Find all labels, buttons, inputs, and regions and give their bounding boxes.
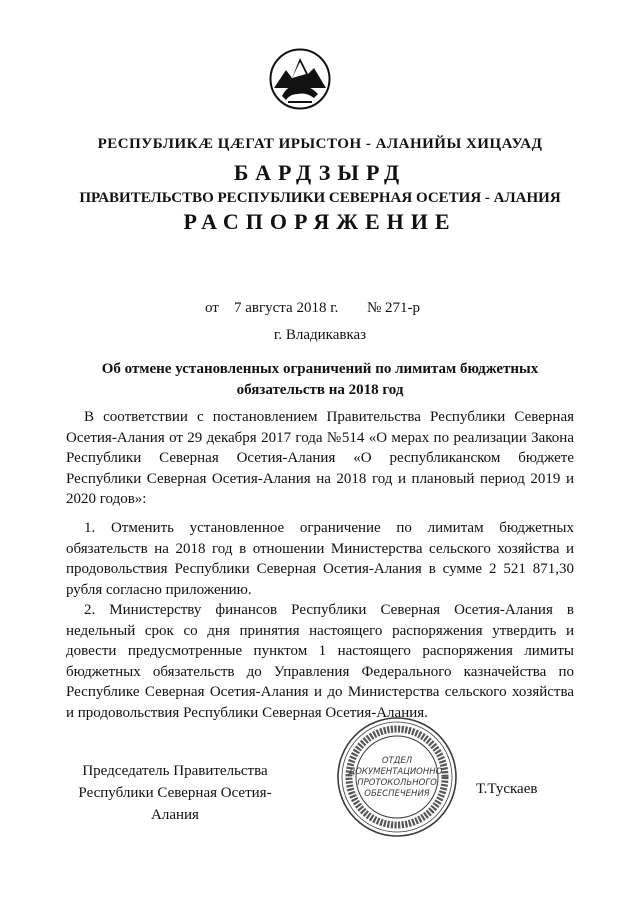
date-prefix: от bbox=[205, 300, 219, 316]
paragraph-item-1: 1. Отменить установленное ограничение по лимитам бюджетных обязательств на 2018 год в отношении Министерства сельского хозяйства и продовольствия Республики Северная Осетия-Алания в сумме 2 521 871,30 рубля согласно приложению. bbox=[66, 520, 574, 598]
seal-center-line-2: ДОКУМЕНТАЦИОННО- bbox=[348, 767, 446, 777]
header-ossetian-org: РЕСПУБЛИКӔ ЦӔГАТ ИРЫСТОН - АЛАНИЙЫ ХИЦАУАД bbox=[97, 136, 543, 152]
signatory-position-line-2: Республики Северная Осетия-Алания bbox=[78, 785, 272, 823]
document-date: 7 августа 2018 г. bbox=[234, 300, 339, 316]
title-line-1: Об отмене установленных ограничений по лимитам бюджетных bbox=[101, 361, 539, 377]
seal-center-line-1: ОТДЕЛ bbox=[381, 756, 413, 766]
seal-center-line-4: ОБЕСПЕЧЕНИЯ bbox=[364, 789, 430, 799]
paragraph-intro: В соответствии с постановлением Правительства Республики Северная Осетия-Алания от 29 декабря 2017 года №514 «О мерах по реализации Закона Республики Северная Осетия-Алания «О республиканском бюджете Республики Северная Осетия-Алания на 2018 год и плановый период 2019 и 2020 годов»: bbox=[66, 409, 574, 508]
header-russian-doc-type: РАСПОРЯЖЕНИЕ bbox=[183, 209, 457, 234]
official-seal-icon bbox=[336, 716, 458, 838]
signatory-position-line-1: Председатель Правительства bbox=[82, 763, 268, 779]
header-russian-org: ПРАВИТЕЛЬСТВО РЕСПУБЛИКИ СЕВЕРНАЯ ОСЕТИЯ - АЛАНИЯ bbox=[79, 190, 561, 206]
header-ossetian-doc-type: БАРДЗЫРД bbox=[233, 160, 407, 185]
title-line-2: обязательств на 2018 год bbox=[236, 382, 404, 398]
document-title bbox=[0, 359, 640, 401]
paragraph-item-2: 2. Министерству финансов Республики Северная Осетия-Алания в недельный срок со дня принятия настоящего распоряжения утвердить и довести предусмотренные пунктом 1 настоящего распоряжения лимиты бюджетных обязательств до Управления Федерального казначейства по Республике Северная Осетия-Алания и до Министерства сельского хозяйства и продовольствия Республики Северная Осетия-Алания. bbox=[66, 602, 574, 721]
signatory-position bbox=[60, 760, 290, 826]
document-number: № 271-р bbox=[367, 300, 421, 316]
document-city: г. Владикавказ bbox=[273, 327, 367, 343]
coat-of-arms-icon bbox=[268, 48, 332, 110]
seal-center-line-3: ПРОТОКОЛЬНОГО bbox=[357, 778, 437, 788]
signatory-name: Т.Тускаев bbox=[476, 781, 538, 797]
